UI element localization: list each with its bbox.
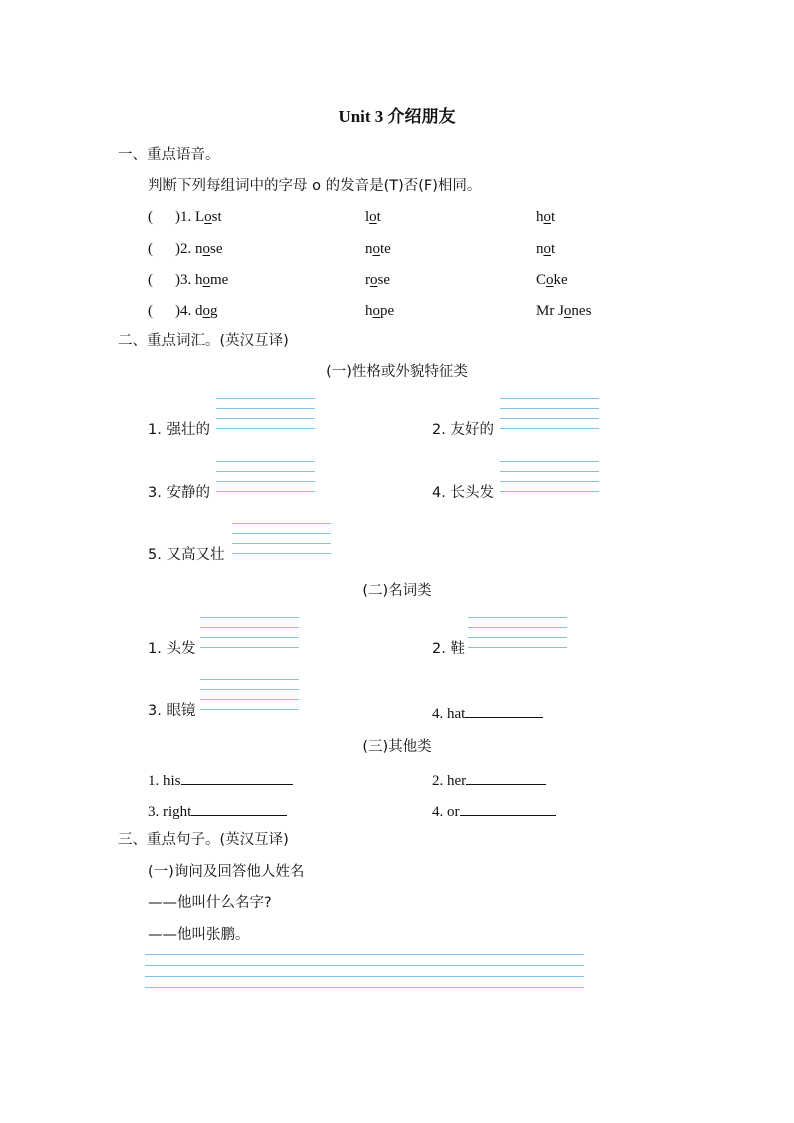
subsection-heading: (一)性格或外貌特征类	[326, 364, 468, 380]
phonics-word-3: Coke	[536, 272, 568, 288]
word-1: Lost	[195, 209, 222, 225]
answer-blank[interactable]	[465, 703, 543, 718]
word-1: home	[195, 272, 229, 288]
word-1: nose	[195, 241, 223, 257]
answer-blank[interactable]	[460, 801, 556, 816]
phonics-row-1	[148, 208, 222, 226]
writing-lines[interactable]	[232, 523, 331, 554]
section-2-heading: 二、重点词汇。(英汉互译)	[118, 333, 289, 349]
vocab-item-glasses: 3. 眼镜	[148, 703, 196, 719]
answer-blank[interactable]	[181, 770, 293, 785]
writing-lines[interactable]	[200, 617, 299, 648]
vocab-item-right: 3. right	[148, 801, 287, 821]
answer-paren-open: (	[148, 303, 153, 319]
answer-blank[interactable]	[466, 770, 546, 785]
vocab-item-her: 2. her	[432, 770, 546, 790]
vocab-item-hat: 4. hat	[432, 703, 543, 723]
question-sentence: ——他叫什么名字?	[148, 895, 272, 911]
phonics-word-3: Mr Jones	[536, 303, 592, 319]
phonics-word-2: lot	[365, 209, 381, 225]
phonics-word-2: note	[365, 241, 391, 257]
phonics-row-2	[148, 240, 223, 258]
vocab-item-long-hair: 4. 长头发	[432, 485, 494, 501]
vocab-item-shoes: 2. 鞋	[432, 641, 465, 657]
vocab-item-friendly: 2. 友好的	[432, 422, 494, 438]
item-number: )2.	[175, 241, 195, 257]
writing-lines[interactable]	[500, 398, 599, 429]
phonics-word-3: not	[536, 241, 556, 257]
word-1: dog	[195, 303, 218, 319]
vocab-item-hair: 1. 头发	[148, 641, 196, 657]
vocab-item-tall-strong: 5. 又高又壮	[148, 547, 225, 563]
page-title: Unit 3 介绍朋友	[338, 107, 456, 126]
item-number: )3.	[175, 272, 195, 288]
writing-lines[interactable]	[500, 461, 599, 492]
item-number: )1.	[175, 209, 195, 225]
section-3-heading: 三、重点句子。(英汉互译)	[118, 832, 289, 848]
phonics-row-3	[148, 271, 228, 289]
answer-sentence: ——他叫张鹏。	[148, 927, 250, 943]
writing-lines[interactable]	[216, 461, 315, 492]
writing-lines[interactable]	[468, 617, 567, 648]
vocab-item-quiet: 3. 安静的	[148, 485, 210, 501]
subsection-heading: (一)询问及回答他人姓名	[148, 864, 305, 880]
vocab-item-or: 4. or	[432, 801, 556, 821]
answer-paren-open: (	[148, 209, 153, 225]
phonics-word-2: hope	[365, 303, 395, 319]
phonics-word-2: rose	[365, 272, 390, 288]
writing-lines[interactable]	[216, 398, 315, 429]
answer-blank[interactable]	[191, 801, 287, 816]
subsection-heading: (二)名词类	[362, 583, 432, 599]
answer-paren-open: (	[148, 272, 153, 288]
subsection-heading: (三)其他类	[362, 739, 432, 755]
vocab-item-strong: 1. 强壮的	[148, 422, 210, 438]
item-number: )4.	[175, 303, 195, 319]
section-1-heading: 一、重点语音。	[118, 147, 220, 163]
answer-paren-open: (	[148, 241, 153, 257]
section-1-instruction: 判断下列每组词中的字母 o 的发音是(T)否(F)相同。	[148, 178, 482, 194]
writing-lines[interactable]	[145, 954, 584, 988]
writing-lines[interactable]	[200, 679, 299, 710]
vocab-item-his: 1. his	[148, 770, 293, 790]
phonics-word-3: hot	[536, 209, 556, 225]
phonics-row-4	[148, 302, 218, 320]
